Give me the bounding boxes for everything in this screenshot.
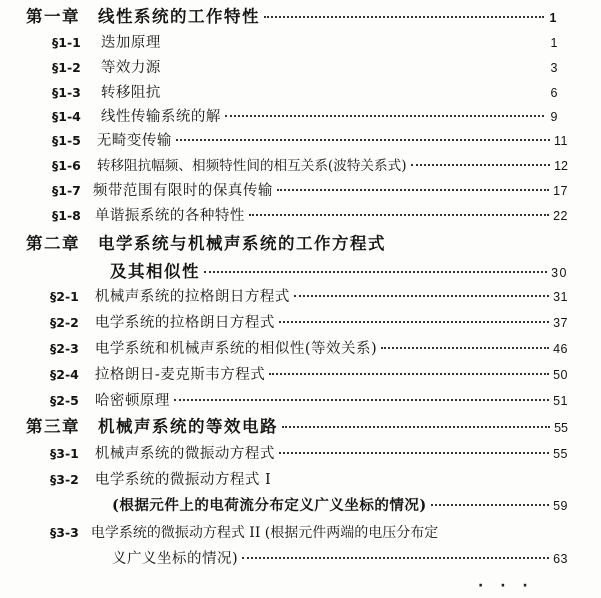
page-number: 1 [550,36,558,50]
section-title: 拉格朗日-麦克斯韦方程式 [94,367,266,383]
page-number: 17 [553,184,568,198]
page-number: 55 [554,421,568,435]
dot-leader [277,189,549,191]
toc-section-3-3[interactable] [50,524,580,542]
toc-section-1-6[interactable] [52,157,568,175]
chapter-title: 机械声系统的等效电路 [98,417,278,436]
page-number: 9 [550,110,558,124]
chapter-title-cont: 及其相似性 [110,262,200,281]
page-number: 3 [550,61,558,75]
page-number: 11 [554,134,568,148]
section-title: 线性传输系统的解 [100,109,221,125]
chapter-number: 第一章 [26,7,80,26]
section-title: 电学系统和机械声系统的相似性(等效关系) [94,341,378,357]
section-number: §2-5 [50,393,79,408]
toc-section-1-8[interactable] [52,207,568,225]
section-title: 机械声系统的微振动方程式 [94,446,275,462]
dot-leader [269,373,549,375]
section-title-cont: (根据元件上的电荷流分布定义广义坐标的情况) [112,497,427,514]
section-number: §1-4 [52,109,81,124]
toc-chapter-2[interactable] [26,235,496,253]
chapter-title: 线性系统的工作特性 [98,7,260,26]
section-title: 电学系统的微振动方程式 I [94,472,272,488]
section-title: 机械声系统的拉格朗日方程式 [94,289,290,305]
dot-leader [165,66,544,68]
section-title: 等效力源 [100,60,161,76]
dot-leader [249,214,549,216]
toc-section-3-2[interactable] [50,471,568,489]
dot-leader [279,452,549,454]
chapter-title: 电学系统与机械声系统的工作方程式 [98,234,386,253]
dot-leader [381,347,549,349]
section-title: 电学系统的微振动方程式 II (根据元件两端的电压分布定 [90,525,439,541]
toc-section-2-1[interactable] [50,288,568,306]
section-number: §2-4 [50,367,79,382]
dot-leader [242,557,549,559]
toc-chapter-1[interactable] [26,8,558,26]
page-number: 51 [553,394,568,408]
section-number: §1-6 [52,158,81,173]
section-number: §2-3 [50,341,79,356]
page-number: 12 [554,159,568,173]
dot-leader [165,91,544,93]
section-number: §3-2 [50,472,79,487]
section-number: §1-3 [52,85,81,100]
dot-leader [204,271,547,273]
toc-section-1-1[interactable] [52,34,558,52]
toc-section-1-2[interactable] [52,59,558,77]
toc-chapter-3[interactable] [26,418,568,436]
section-number: §1-1 [52,35,81,50]
toc-section-1-4[interactable] [52,108,558,126]
section-title: 单谐振系统的各种特性 [94,208,245,224]
section-number: §3-3 [50,525,79,540]
section-number: §2-1 [50,289,79,304]
dot-leader [294,295,549,297]
dot-leader [431,504,549,506]
page-number: 63 [553,552,568,566]
chapter-number: 第二章 [26,234,80,253]
page-number: 31 [553,290,568,304]
section-number: §2-2 [50,315,79,330]
page-number: 6 [550,86,558,100]
section-title: 迭加原理 [100,35,161,51]
dot-leader [411,164,551,166]
section-title: 哈密顿原理 [94,393,170,409]
page-footer-mark: · · · [478,578,534,594]
dot-leader [174,399,549,401]
page-number: 37 [553,316,568,330]
dot-leader [165,41,544,43]
toc-chapter-2-cont[interactable] [110,263,568,281]
toc-section-3-1[interactable] [50,445,568,463]
section-number: §1-7 [52,183,81,198]
dot-leader [225,115,544,117]
chapter-number: 第三章 [26,417,80,436]
toc-section-3-2-cont[interactable] [112,497,568,515]
page-number: 55 [553,447,568,461]
toc-section-1-3[interactable] [52,84,558,102]
section-number: §1-5 [52,133,81,148]
section-title: 无畸变传输 [96,133,172,149]
dot-leader [176,139,550,141]
toc-section-3-3-cont[interactable] [112,550,568,568]
toc-section-1-5[interactable] [52,132,568,150]
toc-section-2-3[interactable] [50,340,568,358]
section-title: 转移阻抗幅频、相频特性间的相互关系(波特关系式) [96,158,407,174]
page-number: 1 [549,11,558,25]
toc-section-2-2[interactable] [50,314,568,332]
page-number: 50 [553,368,568,382]
page-number: 59 [553,499,568,513]
page-number: 46 [553,342,568,356]
dot-leader [282,426,550,428]
section-title: 频带范围有限时的保真传输 [92,183,273,199]
page-number: 22 [553,209,568,223]
section-title: 转移阻抗 [100,85,161,101]
section-number: §1-2 [52,60,81,75]
toc-section-2-5[interactable] [50,392,568,410]
dot-leader [279,321,549,323]
toc-section-2-4[interactable] [50,366,568,384]
dot-leader [264,16,544,18]
section-title-cont: 义广义坐标的情况) [112,551,239,567]
section-title: 电学系统的拉格朗日方程式 [94,315,275,331]
page-number: 30 [551,266,568,280]
toc-section-1-7[interactable] [52,182,568,200]
section-number: §1-8 [52,208,81,223]
section-number: §3-1 [50,446,79,461]
